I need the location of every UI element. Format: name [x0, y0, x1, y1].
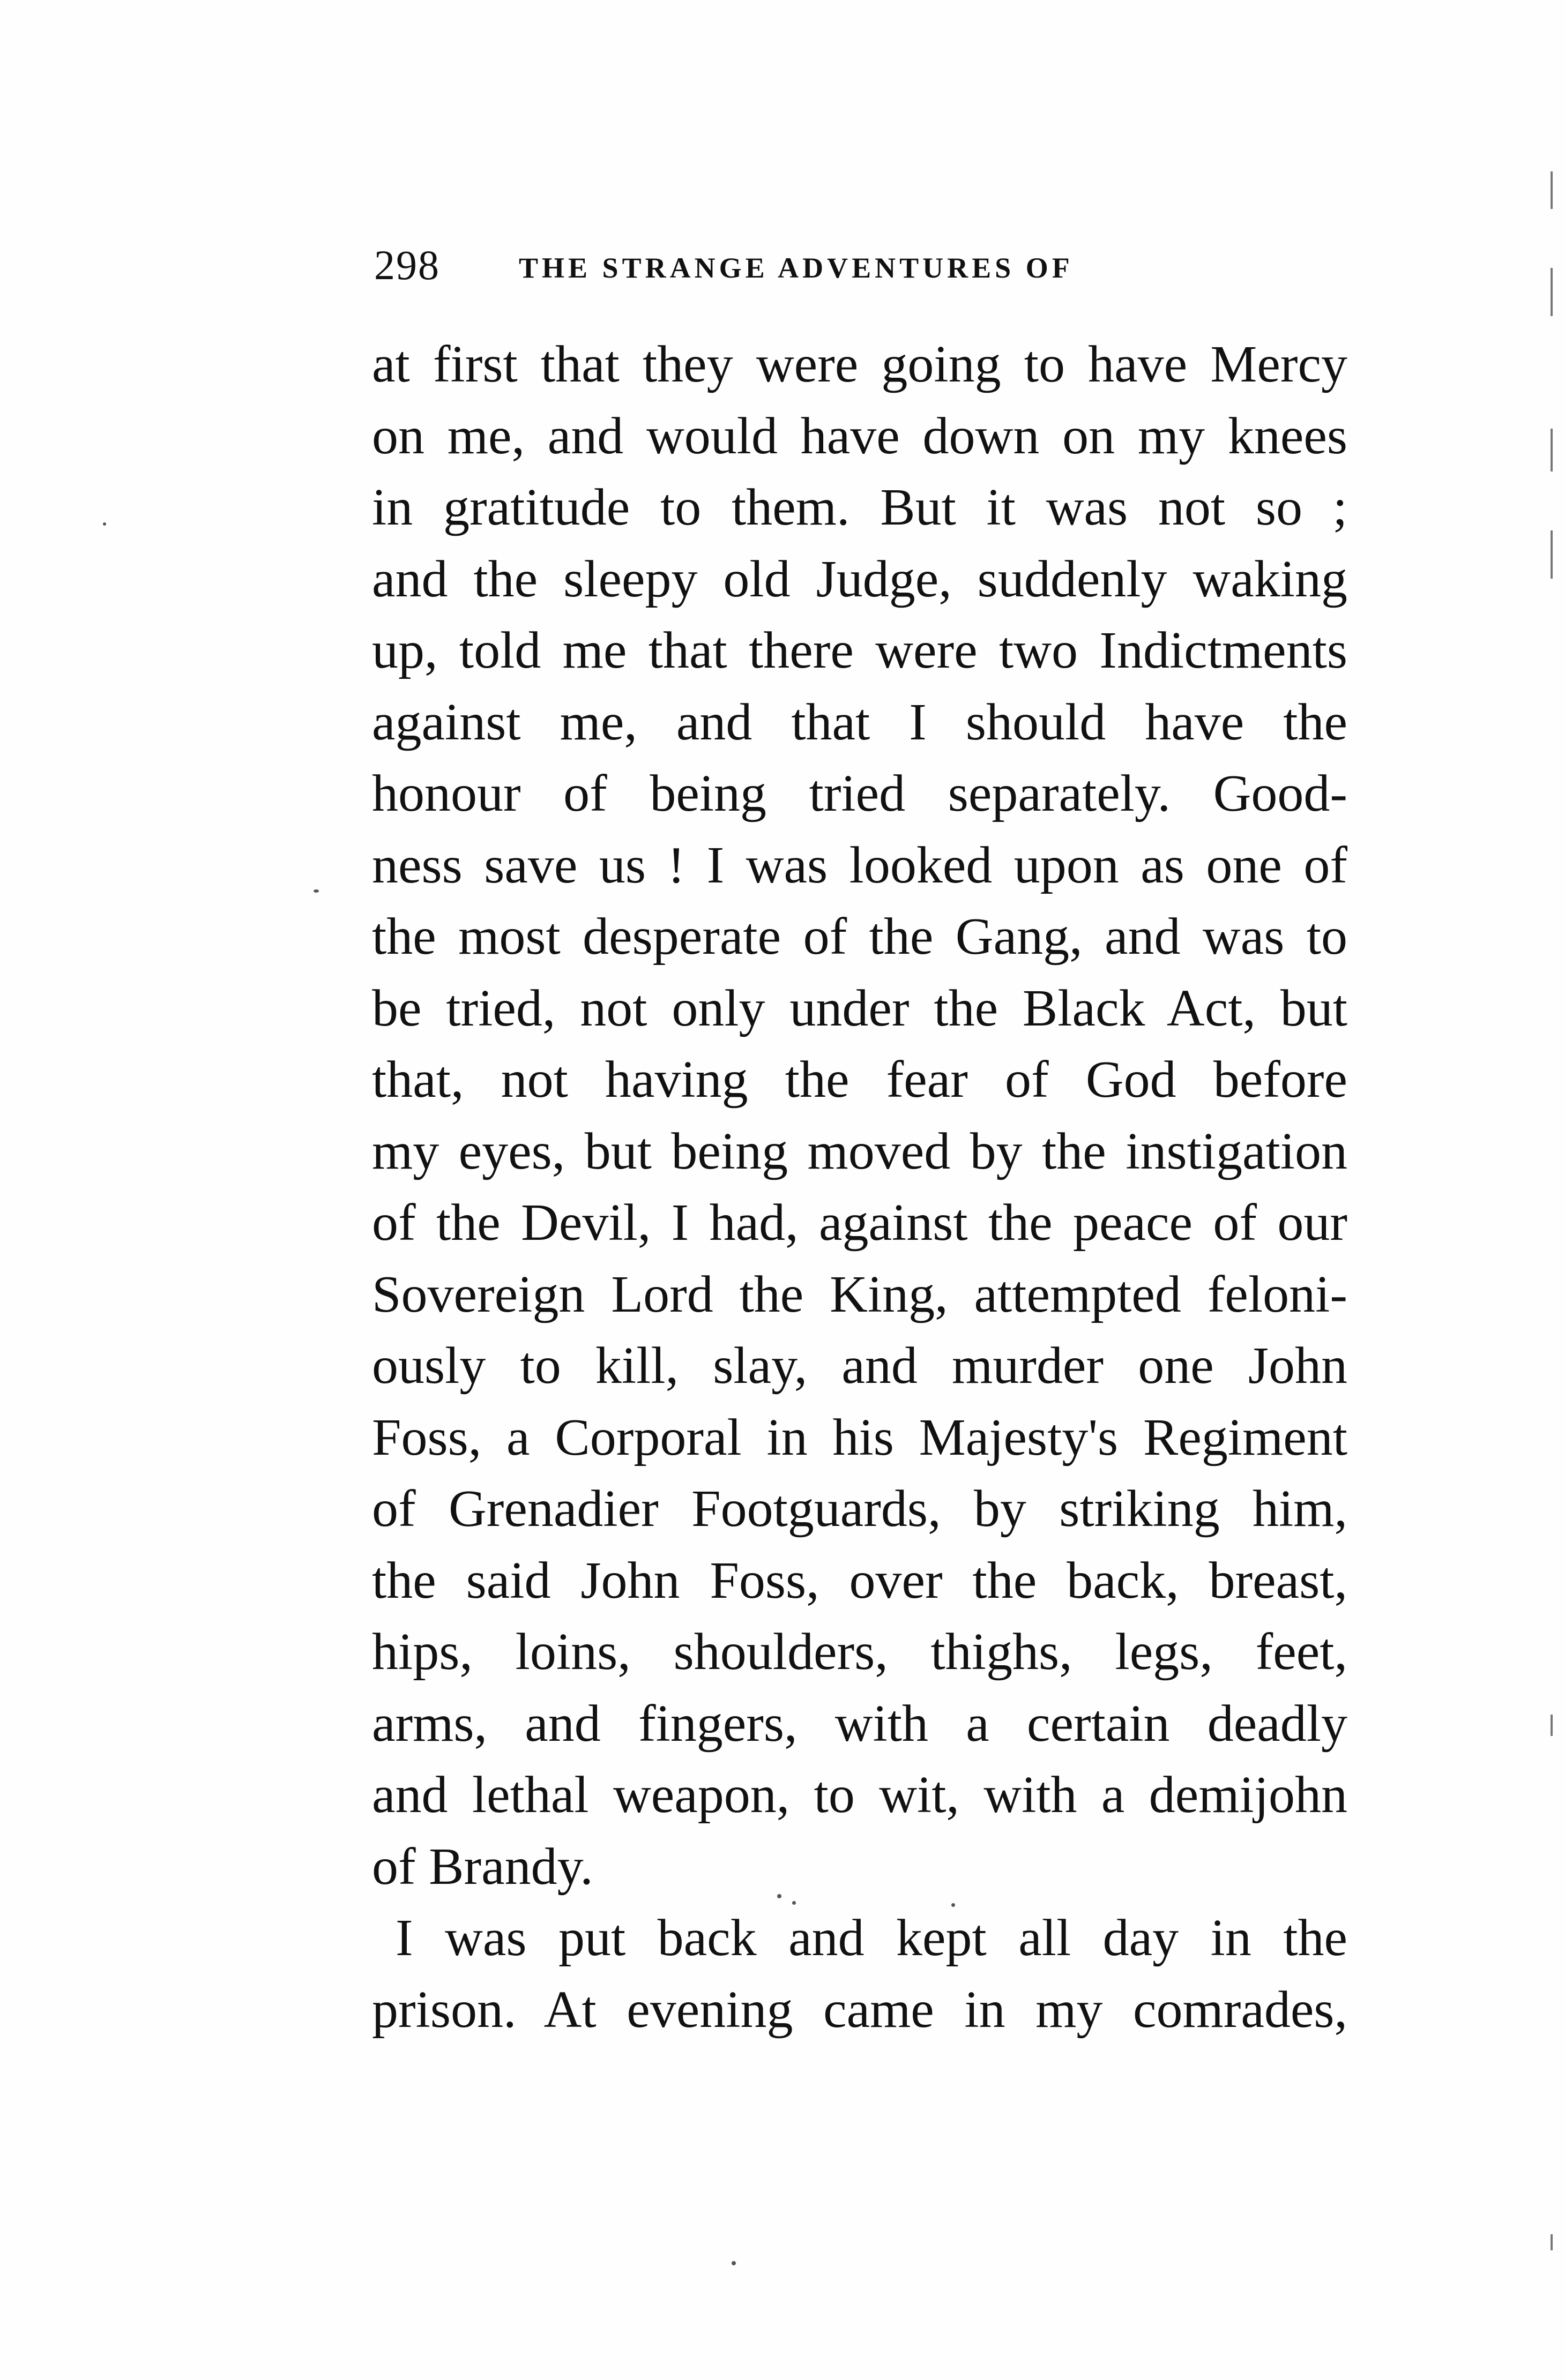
- body-text: [372, 329, 1347, 2046]
- scan-edge-mark: [1551, 1715, 1553, 1736]
- page-number: 298: [374, 242, 440, 288]
- scan-speck: [777, 1894, 781, 1898]
- scan-edge-mark: [1551, 530, 1553, 579]
- text-line: of Grenadier Footguards, by striking him,: [372, 1480, 1347, 1538]
- text-line: ously to kill, slay, and murder one John: [372, 1337, 1347, 1395]
- scan-edge-mark: [1551, 429, 1553, 471]
- scan-speck: [792, 1901, 796, 1905]
- running-head: THE STRANGE ADVENTURES OF: [519, 252, 1074, 284]
- text-line: be tried, not only under the Black Act, but: [372, 979, 1347, 1037]
- text-line: the said John Foss, over the back, breast,: [372, 1551, 1347, 1610]
- text-line: of the Devil, I had, against the peace of our: [372, 1194, 1347, 1252]
- text-line: honour of being tried separately. Good-: [372, 765, 1347, 822]
- scan-speck: [314, 889, 319, 893]
- scan-speck: [103, 522, 106, 526]
- text-line: Sovereign Lord the King, attempted feloni-: [372, 1265, 1347, 1323]
- text-line: up, told me that there were two Indictments: [372, 622, 1347, 679]
- page-header: [374, 236, 1350, 295]
- scan-speck: [951, 1903, 955, 1907]
- text-line: and the sleepy old Judge, suddenly waking: [372, 550, 1347, 608]
- text-line: against me, and that I should have the: [372, 693, 1347, 751]
- text-line: that, not having the fear of God before: [372, 1051, 1347, 1109]
- text-line: prison. At evening came in my comrades,: [372, 1980, 1347, 2039]
- text-line: at first that they were going to have Mercy: [372, 335, 1347, 393]
- scan-edge-mark: [1551, 2234, 1553, 2250]
- text-line: ness save us ! I was looked upon as one of: [372, 836, 1347, 894]
- text-line: and lethal weapon, to wit, with a demijohn: [372, 1766, 1347, 1824]
- scan-speck: [732, 2261, 736, 2265]
- text-line: in gratitude to them. But it was not so ;: [372, 478, 1347, 536]
- scan-edge-mark: [1551, 268, 1553, 316]
- text-line: my eyes, but being moved by the instigation: [372, 1122, 1347, 1180]
- text-line: Foss, a Corporal in his Majesty's Regiment: [372, 1408, 1347, 1466]
- paragraph-end-line: of Brandy.: [372, 1837, 593, 1896]
- text-line: on me, and would have down on my knees: [372, 407, 1347, 465]
- paragraph-start-line: I was put back and kept all day in the: [396, 1909, 1347, 1967]
- text-line: hips, loins, shoulders, thighs, legs, feet,: [372, 1623, 1347, 1681]
- text-line: arms, and fingers, with a certain deadly: [372, 1694, 1347, 1753]
- text-line: the most desperate of the Gang, and was to: [372, 908, 1347, 966]
- scan-edge-mark: [1551, 171, 1553, 209]
